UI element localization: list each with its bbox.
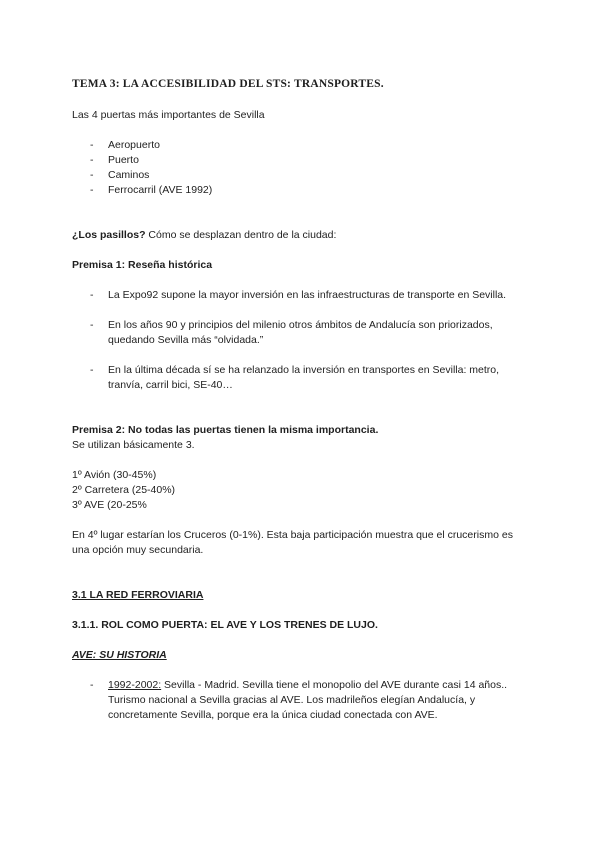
dash-bullet: - — [90, 364, 94, 376]
premisa2-block — [72, 423, 528, 453]
premisa1-list — [72, 288, 528, 393]
historia-date: 1992-2002: — [108, 679, 162, 691]
list-item: - Puerto — [90, 154, 139, 166]
section-heading-3-1: 3.1 LA RED FERROVIARIA — [72, 589, 204, 601]
intro-text: Las 4 puertas más importantes de Sevilla — [72, 109, 265, 121]
ranking-item: 1º Avión (30-45%) — [72, 469, 157, 481]
ranking-item: 2º Carretera (25-40%) — [72, 484, 176, 496]
list-item: - En la última década sí se ha relanzado la inversión en transportes en Sevilla: metro, tranvía, carril bici, SE-40… — [90, 364, 500, 391]
list-item: - En los años 90 y principios del milenio otros ámbitos de Andalucía son priorizados, quedando Sevilla más “olvidada.” — [90, 319, 493, 346]
puertas-list — [72, 138, 528, 198]
historia-text: Sevilla - Madrid. Sevilla tiene el monopolio del AVE durante casi 14 años.. Turismo nacional a Sevilla gracias al AVE. Los madrileños elegían Andalucía, y concretamente Sevilla, porque era la única ciudad conectada con AVE. — [108, 679, 508, 721]
page-title: TEMA 3: LA ACCESIBILIDAD DEL STS: TRANSPORTES. — [72, 78, 384, 90]
section-heading-3-1-1: 3.1.1. ROL COMO PUERTA: EL AVE Y LOS TRENES DE LUJO. — [72, 619, 378, 631]
premisa2-sub: Se utilizan básicamente 3. — [72, 439, 195, 451]
cruceros-paragraph: En 4º lugar estarían los Cruceros (0-1%). Esta baja participación muestra que el crucerismo es una opción muy secundaria. — [72, 529, 513, 556]
premisa2-heading: Premisa 2: No todas las puertas tienen la misma importancia. — [72, 424, 379, 436]
historia-list — [72, 678, 528, 723]
dash-bullet: - — [90, 184, 94, 196]
dash-bullet: - — [90, 319, 94, 331]
dash-bullet: - — [90, 289, 94, 301]
pasillos-label: ¿Los pasillos? — [72, 229, 146, 241]
list-item: - Caminos — [90, 169, 150, 181]
pasillos-line — [72, 228, 528, 243]
premisa1-heading: Premisa 1: Reseña histórica — [72, 259, 213, 271]
dash-bullet: - — [90, 154, 94, 166]
list-item: - La Expo92 supone la mayor inversión en las infraestructuras de transporte en Sevilla. — [90, 289, 507, 301]
historia-heading: AVE: SU HISTORIA — [72, 649, 167, 661]
ranking-item: 3º AVE (20-25% — [72, 499, 147, 511]
ranking-list — [72, 468, 528, 513]
list-item — [72, 678, 528, 723]
list-item: - Aeropuerto — [90, 139, 160, 151]
list-item: - Ferrocarril (AVE 1992) — [90, 184, 213, 196]
dash-bullet: - — [90, 679, 94, 691]
dash-bullet: - — [90, 169, 94, 181]
pasillos-text: Cómo se desplazan dentro de la ciudad: — [145, 229, 337, 241]
dash-bullet: - — [90, 139, 94, 151]
